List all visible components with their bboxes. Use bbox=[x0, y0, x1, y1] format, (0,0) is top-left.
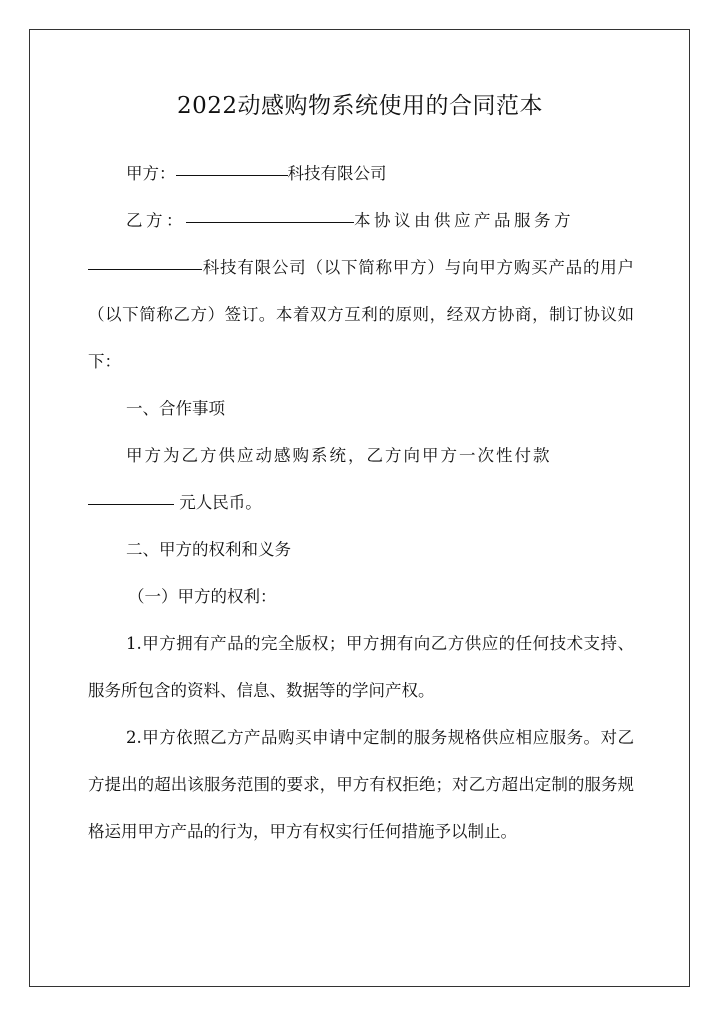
party-a-line bbox=[88, 150, 634, 197]
provider-blank bbox=[88, 268, 202, 270]
section2-sub1: （一）甲方的权利： bbox=[128, 587, 277, 606]
section1-paragraph bbox=[88, 432, 634, 526]
party-b-text2: 科技有限公司（以下简称甲方）与向甲方购买产品的用户（以下简称乙方）签订。本着双方互利的原则，经双方协商，制订协议如下： bbox=[88, 258, 634, 371]
party-b-text1: 本协议由供应产品服务方 bbox=[354, 211, 574, 230]
party-a-blank bbox=[176, 174, 288, 176]
section2-item1: 1.甲方拥有产品的完全版权；甲方拥有向乙方供应的任何技术支持、服务所包含的资料、信息、数据等的学问产权。 bbox=[88, 634, 634, 700]
party-a-suffix: 科技有限公司 bbox=[287, 164, 387, 183]
document-body bbox=[88, 150, 634, 855]
party-b-label: 乙方： bbox=[126, 211, 186, 230]
section2-item2: 2.甲方依照乙方产品购买申请中定制的服务规格供应相应服务。对乙方提出的超出该服务范围的要求，甲方有权拒绝；对乙方超出定制的服务规格运用甲方产品的行为，甲方有权实行任何措施予以制止。 bbox=[88, 728, 634, 841]
party-b-blank bbox=[186, 221, 354, 223]
party-b-paragraph bbox=[88, 197, 634, 385]
party-a-label: 甲方： bbox=[126, 164, 176, 183]
section1-text1: 甲方为乙方供应动感购系统，乙方向甲方一次性付款 bbox=[126, 446, 552, 465]
document-title: 2022动感购物系统使用的合同范本 bbox=[176, 93, 544, 119]
section2-heading: 二、甲方的权利和义务 bbox=[126, 540, 291, 559]
section1-heading: 一、合作事项 bbox=[126, 399, 225, 418]
amount-blank bbox=[88, 503, 174, 505]
section1-text2: 元人民币。 bbox=[174, 493, 262, 512]
